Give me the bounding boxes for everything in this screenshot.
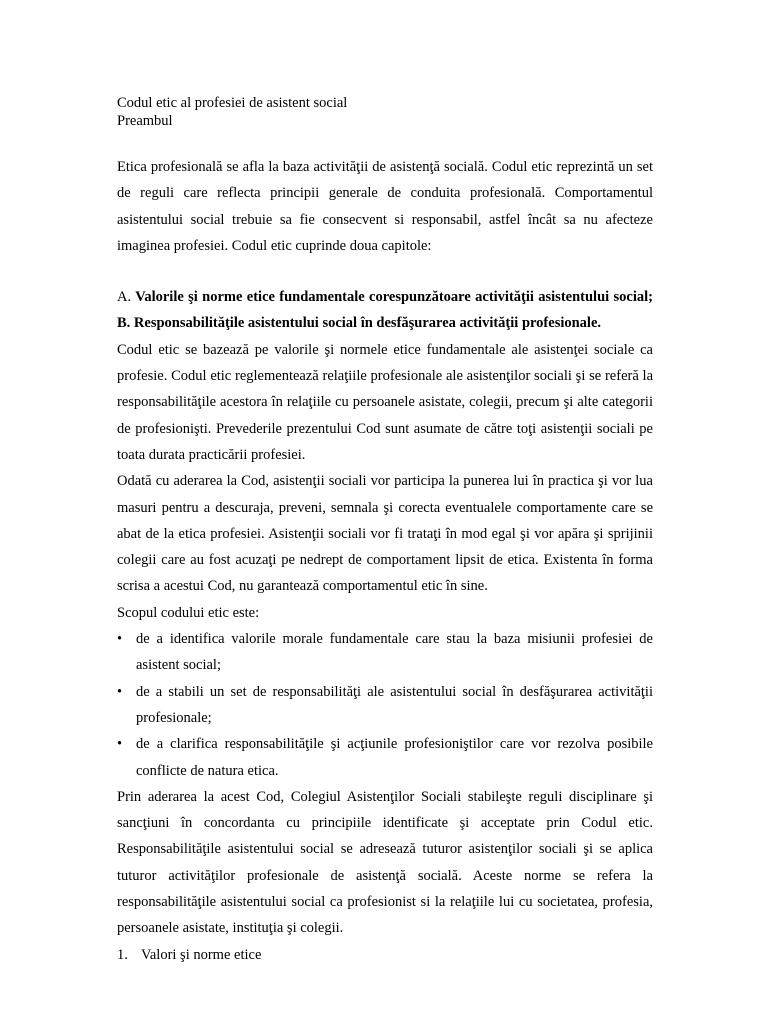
heading-text: Valorile şi norme etice fundamentale corespunzătoare activităţii asistentului social; B. Responsabilităţile asistentului social în desfăşurarea activităţii profesionale. xyxy=(117,289,653,332)
bullet-item xyxy=(117,679,653,732)
document-title: Codul etic al profesiei de asistent social xyxy=(117,95,348,111)
numbered-heading xyxy=(117,942,653,968)
bullet-item xyxy=(117,731,653,784)
chapters-heading xyxy=(117,284,653,337)
bullet-icon: • xyxy=(117,631,123,648)
intro-paragraph: Etica profesională se afla la baza activităţii de asistenţă socială. Codul etic reprezintă un set de reguli care reflecta principii generale de conduita profesională. Comportamentul asistentului social trebuie sa fie consecvent si responsabil, astfel încât sa nu afecteze imaginea profesiei. Codul etic cuprinde doua capitole: xyxy=(117,159,653,254)
title-block xyxy=(117,94,653,130)
bullet-text: de a stabili un set de responsabilităţi ale asistentului social în desfăşurarea activităţii profesionale; xyxy=(136,683,653,726)
bullet-icon: • xyxy=(117,736,123,753)
document-subtitle: Preambul xyxy=(117,113,173,129)
bullet-text: de a clarifica responsabilităţile şi acţiunile profesioniştilor care vor rezolva posibile conflicte de natura etica. xyxy=(136,736,653,779)
numbered-text: Valori şi norme etice xyxy=(141,946,262,963)
paragraph-3: Prin aderarea la acest Cod, Colegiul Asistenţilor Sociali stabileşte reguli disciplinare şi sancţiuni în concordanta cu principiile identificate şi acceptate prin Codul etic. Responsabilităţile asistentului social se adresează tuturor asistenţilor sociali şi se aplica tuturor activităţilor profesionale de asistenţă socială. Aceste norme se refera la responsabilităţile asistentului social ca profesionist si la relaţiile lui cu societatea, profesia, persoanele asistate, instituţia şi colegii. xyxy=(117,788,653,937)
bullet-item xyxy=(117,626,653,679)
heading-letter: A. xyxy=(117,289,132,306)
bullet-icon: • xyxy=(117,683,123,700)
document-page xyxy=(117,94,653,968)
bullet-text: de a identifica valorile morale fundamentale care stau la baza misiunii profesiei de asistent social; xyxy=(136,631,653,674)
paragraph-1: Codul etic se bazează pe valorile şi normele etice fundamentale ale asistenţei sociale ca profesie. Codul etic reglementează relaţiile profesionale ale asistenţilor sociali şi se referă la responsabilităţile acestora în relaţiile cu persoanele asistate, colegii, precum şi alte categorii de profesionişti. Prevederile prezentului Cod sunt asumate de către toţi asistenţii sociali pe toata durata practicării profesiei. xyxy=(117,341,653,463)
paragraph-2: Odată cu aderarea la Cod, asistenţii sociali vor participa la punerea lui în practica şi vor lua masuri pentru a descuraja, preveni, semnala şi corecta eventualele comportamente care se abat de la etica profesiei. Asistenţii sociali vor fi trataţi în mod egal şi vor apăra şi sprijinii colegii care au fost acuzaţi pe nedrept de comportament lipsit de etica. Existenta în forma scrisa a acestui Cod, nu garantează comportamentul etic în sine. xyxy=(117,473,653,595)
scope-label: Scopul codului etic este: xyxy=(117,604,260,621)
numbered-label: 1. xyxy=(117,946,128,963)
